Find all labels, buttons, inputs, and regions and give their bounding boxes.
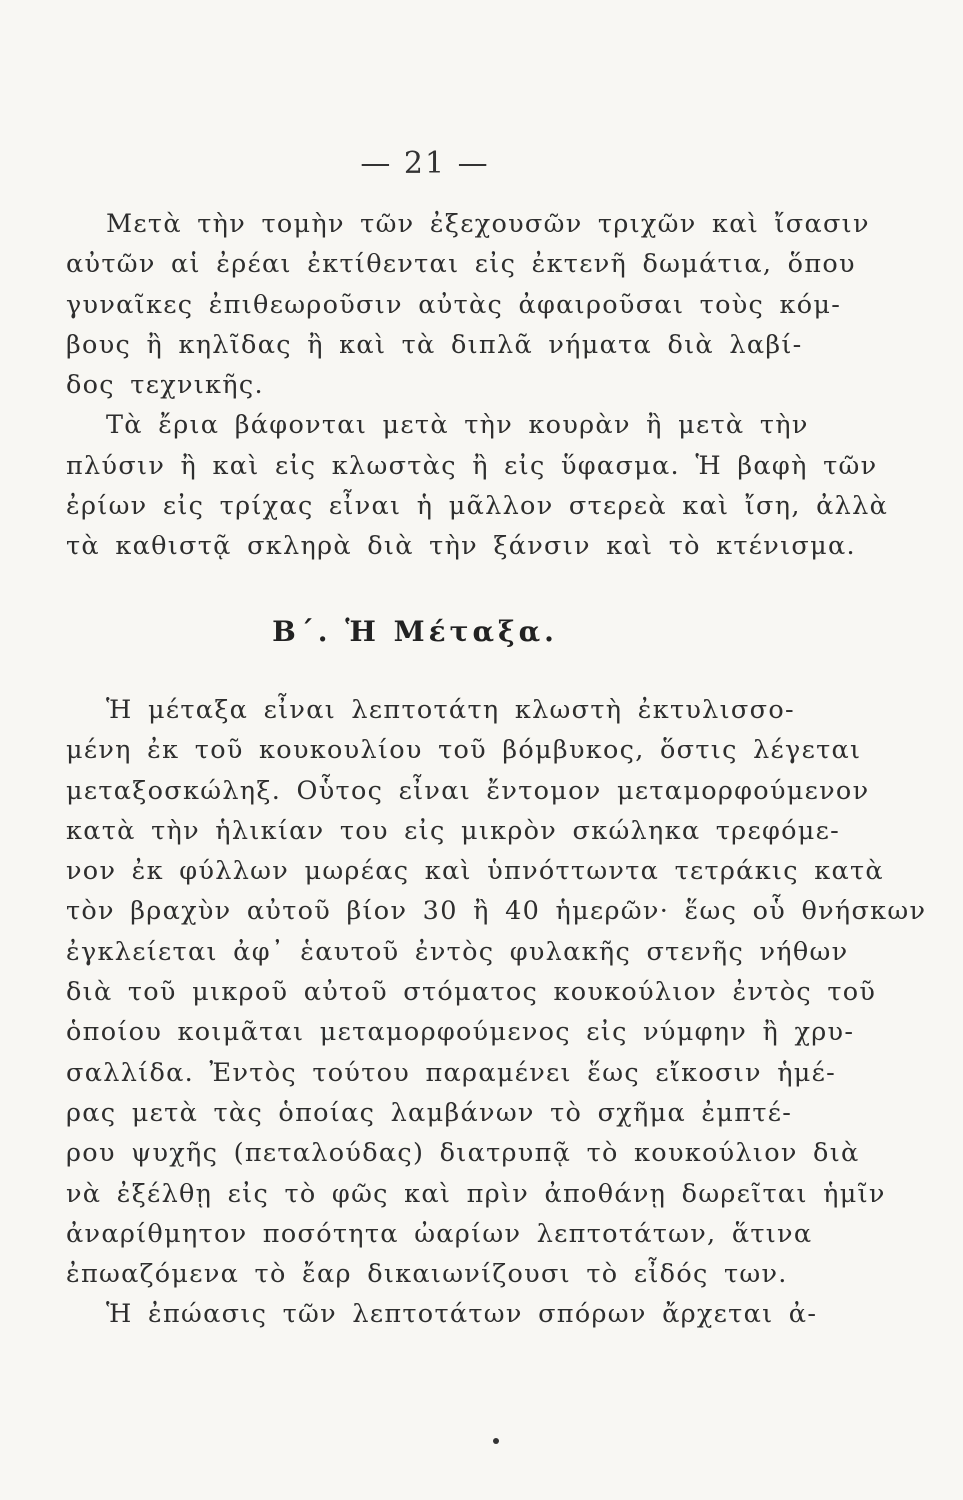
text-line: Μετὰ τὴν τομὴν τῶν ἐξεχουσῶν τριχῶν καὶ ἴσασιν: [106, 209, 870, 239]
text-line: αὐτῶν αἱ ἐρέαι ἐκτίθενται εἰς ἐκτενῆ δωμάτια, ὅπου: [66, 249, 856, 280]
text-line: Ἡ μέταξα εἶναι λεπτοτάτη κλωστὴ ἐκτυλισσο-: [106, 695, 795, 725]
ink-speck: [493, 1438, 499, 1444]
text-line: ρου ψυχῆς (πεταλούδας) διατρυπᾷ τὸ κουκούλιον διὰ: [66, 1138, 860, 1169]
text-line: μένη ἐκ τοῦ κουκουλίου τοῦ βόμβυκος, ὅστις λέγεται: [66, 735, 862, 766]
text-line: ρας μετὰ τὰς ὁποίας λαμβάνων τὸ σχῆμα ἐμπτέ-: [66, 1097, 793, 1128]
text-line: διὰ τοῦ μικροῦ αὐτοῦ στόματος κουκούλιον ἐντὸς τοῦ: [66, 977, 877, 1008]
text-line: ἐρίων εἰς τρίχας εἶναι ἡ μᾶλλον στερεὰ καὶ ἴση, ἀλλὰ: [66, 491, 889, 522]
text-line: μεταξοσκώληξ. Οὗτος εἶναι ἔντομον μεταμορφούμενον: [66, 775, 870, 806]
text-line: ἐπωαζόμενα τὸ ἔαρ δικαιωνίζουσι τὸ εἶδός των.: [66, 1259, 788, 1290]
text-line: νον ἐκ φύλλων μωρέας καὶ ὑπνόττωντα τετράκις κατὰ: [66, 856, 884, 887]
text-block-silk: [66, 690, 927, 1335]
text-line: πλύσιν ἢ καὶ εἰς κλωστὰς ἢ εἰς ὕφασμα. Ἡ βαφὴ τῶν: [66, 450, 878, 481]
text-line: βους ἢ κηλῖδας ἢ καὶ τὰ διπλᾶ νήματα διὰ λαβί-: [66, 329, 803, 360]
text-line: γυναῖκες ἐπιθεωροῦσιν αὐτὰς ἀφαιροῦσαι τοὺς κόμ-: [66, 289, 842, 320]
text-line: νὰ ἐξέλθῃ εἰς τὸ φῶς καὶ πρὶν ἀποθάνῃ δωρεῖται ἡμῖν: [66, 1178, 886, 1209]
text-line: δος τεχνικῆς.: [66, 370, 264, 401]
text-line: τὰ καθιστᾷ σκληρὰ διὰ τὴν ξάνσιν καὶ τὸ κτένισμα.: [66, 531, 856, 562]
text-line: ἐγκλείεται ἀφ᾽ ἑαυτοῦ ἐντὸς φυλακῆς στενῆς νήθων: [66, 936, 849, 967]
section-heading: Β΄. Ἡ Μέταξα.: [272, 615, 558, 648]
text-block-wool: [66, 204, 889, 567]
text-line: ὁποίου κοιμᾶται μεταμορφούμενος εἰς νύμφην ἢ χρυ-: [66, 1017, 855, 1048]
text-line: Τὰ ἔρια βάφονται μετὰ τὴν κουρὰν ἢ μετὰ τὴν: [106, 410, 809, 441]
text-line: σαλλίδα. Ἐντὸς τούτου παραμένει ἕως εἴκοσιν ἡμέ-: [66, 1057, 837, 1088]
text-line: Ἡ ἐπώασις τῶν λεπτοτάτων σπόρων ἄρχεται ἀ-: [106, 1299, 818, 1330]
text-line: τὸν βραχὺν αὐτοῦ βίον 30 ἢ 40 ἡμερῶν· ἕως οὗ θνήσκων: [66, 896, 927, 927]
text-line: κατὰ τὴν ἡλικίαν του εἰς μικρὸν σκώληκα τρεφόμε-: [66, 815, 841, 846]
text-line: ἀναρίθμητον ποσότητα ὠαρίων λεπτοτάτων, ἅτινα: [66, 1218, 813, 1249]
page-number: — 21 —: [360, 146, 490, 181]
